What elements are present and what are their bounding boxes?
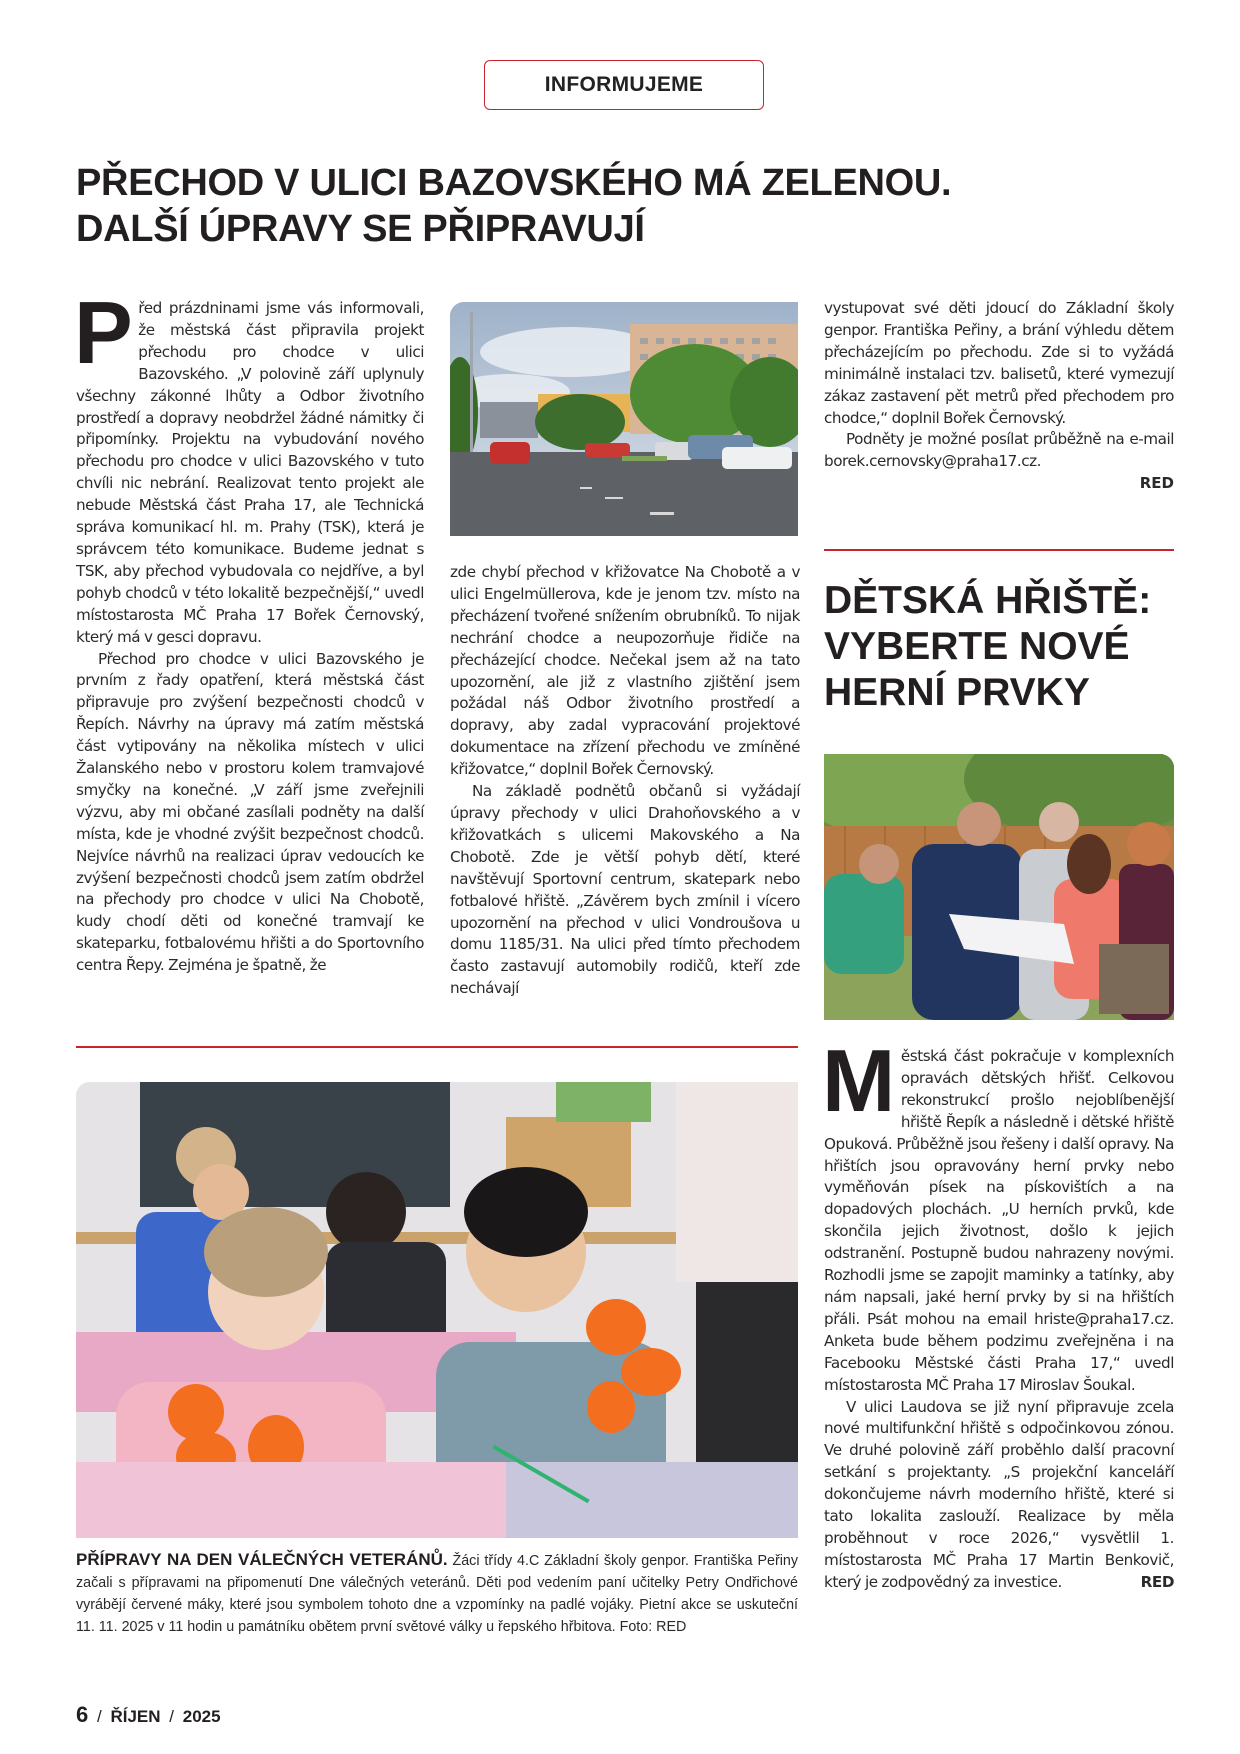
page-number: 6 [76,1702,89,1727]
playground-meeting-photo [824,754,1174,1020]
separator: / [169,1707,174,1726]
paragraph: řed prázdninami jsme vás informovali, že městská část připravila projekt přechodu pro chodce v ulici Bazovského. „V polovině září uplynuly všechny zákonné lhůty a Odbor životního prostředí a dopravy neobdržel žádné námitky či připomínky. Projektu na vybudování nového přechodu pro chodce v ulici Bazovského v tuto chvíli nic nebrání. Realizovat tento projekt ale nebude Městská část Praha 17, ale Technická správa komunikací hl. m. Prahy (TSK), která je správcem této komunikace. Budeme jednat s TSK, aby přechod vybudovala co nejdříve, a byl pohyb chodců v této lokalitě bezpečnější,“ uvedl místostarosta MČ Praha 17 Bořek Černovský, který má v gesci dopravu. [76,299,424,646]
article2-headline [824,578,1184,716]
separator: / [96,1707,102,1726]
article1-column-2 [450,562,800,1000]
street-crossing-photo [450,302,798,536]
byline: RED [1140,1572,1174,1591]
paragraph: vystupovat své děti jdoucí do Základní školy genpor. Františka Peřiny, a brání výhledu dětem přecházejícím po přechodu. Zde si to vyžádá minimálně instalaci tzv. balisetů, které vymezují zákaz zastavení pět metrů před přechodem pro chodce,“ doplnil Bořek Černovský. [824,299,1174,427]
divider-line [824,549,1174,551]
paragraph: V ulici Laudova se již nyní připravuje zcela nové multifunkční hřiště s odpočinkovou zónou. Ve druhé polovině září proběhlo další pracovní setkání s projektanty. „S projekční kanceláří dokončujeme návrh moderního hřiště, které si tato lokalita zaslouží. Realizace by měla proběhnout v roce 2026,“ vysvětlil 1. místostarosta MČ Praha 17 Martin Benkovič, který je zodpovědný za investice. [824,1397,1174,1591]
byline: RED [1139,474,1174,493]
paragraph: zde chybí přechod v křižovatce Na Chobotě a v ulici Engelmüllerova, kde je jenom tzv. místo na přecházení tvořené snížením obrubníků. To nijak nechrání chodce a neupozorňuje řidiče na přecházející chodce. Nečekal jsem až na tato upozornění, ale již z vlastního zjištění jsem požádal náš Odbor životního prostředí a dopravy, aby zadal vypracování projektové dokumentace na zřízení přechodu ve zmíněné křižovatce,“ doplnil Bořek Černovský. [450,563,800,779]
headline-line-2: DALŠÍ ÚPRAVY SE PŘIPRAVUJÍ [76,208,645,250]
headline-line-2: VYBERTE NOVÉ [824,625,1130,668]
issue-month: ŘÍJEN [110,1707,161,1726]
paragraph: Přechod pro chodce v ulici Bazovského je prvním z řady opatření, která městská část připravuje pro zvýšení bezpečnosti chodců v Řepích. Návrhy na úpravy má zatím městská část vytipovány na několika místech v ulici Žalanského nebo v prostoru kolem tramvajové smyčky na konečné. „V září jsme zveřejnili výzvu, aby mi občané zasílali podněty na další místa, kde je vhodné zvýšit bezpečnost chodců. Nejvíce návrhů na realizaci úprav vedoucích ke zvýšení bezpečnosti chodců jsem zatím obdržel na přechody pro chodce v ulici Na Chobotě, kudy chodí děti od konečné tramvají ke skateparku, fotbalovému hřišti a do Sportovního centra Řepy. Zejména je špatně, že [76,649,424,975]
photo-caption [76,1549,798,1638]
dropcap: P [74,283,133,382]
headline-line-3: HERNÍ PRVKY [824,671,1090,714]
headline-line-1: PŘECHOD V ULICI BAZOVSKÉHO MÁ ZELENOU. [76,162,952,204]
headline-line-1: DĚTSKÁ HŘIŠTĚ: [824,579,1152,622]
classroom-poppy-photo [76,1082,798,1538]
issue-year: 2025 [182,1707,221,1726]
article2-body [822,1031,1174,1594]
section-tag: INFORMUJEME [484,60,764,110]
article1-column-1 [74,283,424,977]
caption-text: Žáci třídy 4.C Základní školy genpor. Františka Peřiny začali s přípravami na připomenutí Dne válečných veteránů. Děti pod vedením paní učitelky Petry Ondřichové vyrábějí červené máky, které jsou symbolem tohoto dne a vzpomínky na padlé vojáky. Pietní akce se uskuteční 11. 11. 2025 v 11 hodin u památníku obětem první světové války u řepského hřbitova. Foto: RED [76,1553,798,1635]
paragraph: Podněty je možné posílat průběžně na e-mail borek.cernovsky@praha17.cz. [824,430,1174,471]
paragraph: Na základě podnětů občanů si vyžádají úpravy přechody v ulici Drahoňovského a v křižovatkách s ulicemi Makovského a Na Chobotě. Zde je větší pohyb dětí, které navštěvují Sportovní centrum, skatepark nebo fotbalové hřiště. „Závěrem bych zmínil i vícero upozornění na přechod v ulici Vondroušova u domu 1185/31. Na ulici před tímto přechodem často zastavují automobily rodičů, kteří zde nechávají [450,782,800,998]
article1-column-3 [824,298,1174,495]
divider-line [76,1046,798,1048]
caption-title: PŘÍPRAVY NA DEN VÁLEČNÝCH VETERÁNŮ. [76,1550,448,1569]
paragraph: ěstská část pokračuje v komplexních opravách dětských hřišť. Celkovou rekonstrukcí prošlo nejoblíbenější hřiště Řepík a následně i dětské hřiště Opuková. Průběžně jsou řešeny i další opravy. Na hřištích jsou opravovány herní prvky nebo vyměňován písek na pískovištích a na dopadových plochách. „U herních prvků, kde skončila jejich životnost, došlo k jejich odstranění. Postupně budou nahrazeny novými. Rozhodli jsme se zapojit maminky a tatínky, aby nám napsali, jaké herní prvky by si na hřištích přáli. Psát mohou na email hriste@praha17.cz. Anketa bude během podzimu zveřejněna i na Facebooku Městské části Praha 17,“ uvedl místostarosta MČ Praha 17 Miroslav Šoukal. [824,1047,1174,1394]
dropcap: M [822,1031,895,1130]
page-footer [76,1702,221,1728]
article-headline [76,160,1076,252]
